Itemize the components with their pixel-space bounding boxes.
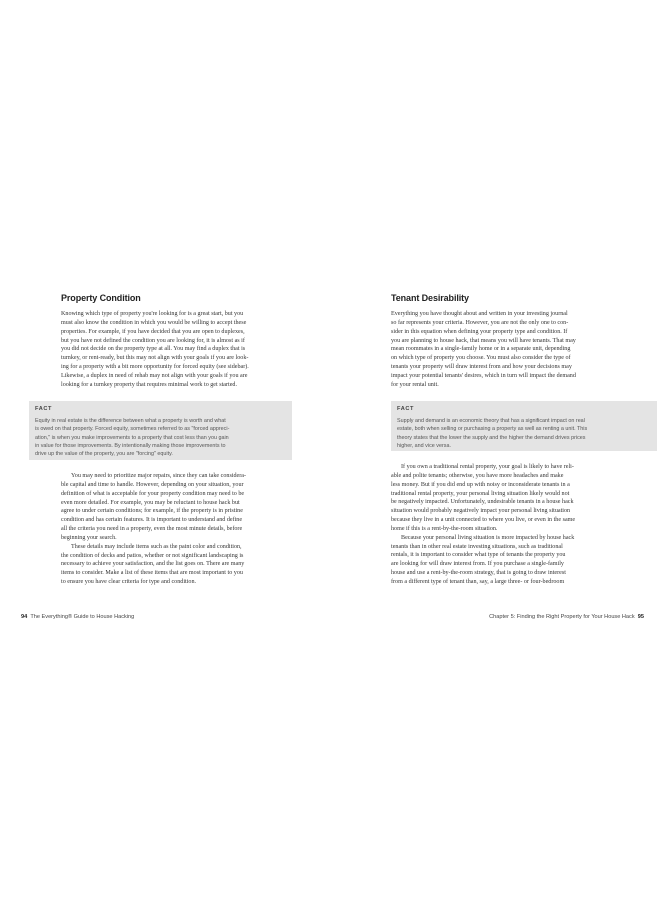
fact-line: Supply and demand is an economic theory that has a significant impact on real <box>397 418 585 424</box>
text-line: to ensure you have clear criteria for type and condition. <box>61 579 197 586</box>
fact-line: higher, and vice versa. <box>397 442 451 449</box>
text-line: Likewise, a duplex in need of rehab may not align with your goals if you are <box>61 372 248 379</box>
left-intro-paragraph <box>61 310 249 390</box>
text-line: able and polite tenants; otherwise, you have more headaches and make <box>391 472 564 479</box>
text-line: so far represents your criteria. However, you are not the only one to con- <box>391 319 569 326</box>
text-line: You may need to prioritize major repairs, since they can take considera- <box>71 473 247 479</box>
fact-line: is owed on that property. Forced equity, sometimes referred to as "forced appreci- <box>35 426 230 433</box>
text-line: rentals, it is important to consider what type of tenants the property you <box>391 552 566 559</box>
text-line: house and use a rent-by-the-room strategy, that is going to draw interest <box>391 570 566 577</box>
fact-label: FACT <box>35 406 53 412</box>
text-line: on which type of property you choose. You must also consider the type of <box>391 355 571 362</box>
text-line: ble capital and time to handle. However, depending on your situation, your <box>61 481 244 488</box>
right-intro-paragraph <box>391 310 576 390</box>
text-line: agree to under certain conditions; for example, if the property is in pristine <box>61 508 243 515</box>
chapter-title: Chapter 5: Finding the Right Property for Your House Hack <box>489 614 635 620</box>
text-line: you did not decide on the property type at all. You may find a duplex that is <box>61 346 246 353</box>
text-line: beginning your search. <box>61 534 117 541</box>
fact-label: FACT <box>397 406 415 412</box>
book-title: The Everything® Guide to House Hacking <box>30 614 135 620</box>
text-line: definition of what is acceptable for your property condition may need to be <box>61 490 245 497</box>
text-line: situation would probably negatively impact your personal living situation <box>391 508 571 515</box>
text-line: less money. But if you did end up with noisy or inconsiderate tenants in a <box>391 481 570 488</box>
text-line: tenants than in other real estate investing situations, such as traditional <box>391 543 563 550</box>
text-line: you are planning to house hack, that means you will have tenants. That may <box>391 337 576 344</box>
text-line: These details may include items such as the paint color and condition, <box>71 543 242 550</box>
text-line: turnkey, or rent-ready, but this may not align with your goals if you are look- <box>61 355 249 362</box>
text-line: the condition of decks and patios, whether or not significant landscaping is <box>61 552 244 559</box>
text-line: even more detailed. For example, you may be reluctant to house hack but <box>61 499 240 506</box>
fact-line: estate, both when selling or purchasing a property as well as renting a unit. This <box>397 426 588 433</box>
text-line: If you own a traditional rental property, your goal is likely to have reli- <box>401 464 574 470</box>
text-line: be negatively impacted. Unfortunately, undesirable tenants in a house hack <box>391 499 574 506</box>
left-footer <box>21 614 134 620</box>
left-heading: Property Condition <box>61 293 141 303</box>
fact-line: Equity in real estate is the difference between what a property is worth and what <box>35 418 226 424</box>
text-line: impact your potential tenants' desires, which in turn will impact the demand <box>391 372 576 379</box>
fact-line: drive up the value of the property, you are "forcing" equity. <box>35 451 173 458</box>
text-line: because they live in a unit connected to where you live, or even in the same <box>391 517 576 524</box>
fact-text <box>397 417 587 450</box>
text-line: Everything you have thought about and written in your investing journal <box>391 311 568 317</box>
text-line: properties. For example, if you have decided that you are open to duplexes, <box>61 328 245 335</box>
text-line: from a different type of tenant than, say, a large three- or four-bedroom <box>391 578 565 585</box>
text-line: condition and has certain features. It is important to understand and define <box>61 517 243 524</box>
text-line: Knowing which type of property you're looking for is a great start, but you <box>61 311 244 317</box>
fact-line: theory states that the lower the supply and the higher the demand drives prices <box>397 434 586 441</box>
fact-text <box>35 417 229 458</box>
text-line: sider in this equation when defining your property type and condition. If <box>391 328 568 335</box>
text-line: Because your personal living situation is more impacted by house hack <box>401 534 575 541</box>
text-line: must also know the condition in which you would be willing to accept these <box>61 319 247 326</box>
right-heading: Tenant Desirability <box>391 293 469 303</box>
page-number: 95 <box>637 614 644 620</box>
text-line: ing for a property with a bit more opportunity for forced equity (see sidebar). <box>61 364 249 371</box>
fact-line: ation," is when you make improvements to a property that cost less than you gain <box>35 434 229 441</box>
right-footer <box>489 614 644 620</box>
right-body-paragraph <box>391 463 575 587</box>
text-line: traditional rental property, your personal living situation likely would not <box>391 490 570 497</box>
text-line: mean roommates in a single-family home or in a separate unit, depending <box>391 346 571 353</box>
left-fact-box <box>29 401 292 460</box>
text-line: necessary to achieve your satisfaction, and the list goes on. There are many <box>61 561 245 568</box>
left-body-paragraph <box>61 472 246 587</box>
text-line: tenants your property will draw interest from and how your decisions may <box>391 364 572 371</box>
text-line: but you have not defined the condition you are looking for, it is almost as if <box>61 337 245 344</box>
fact-line: in value for those improvements. By intentionally making those improvements to <box>35 442 226 449</box>
right-fact-box <box>391 401 657 451</box>
text-line: all the criteria you need in a property, even the most minute details, before <box>61 526 243 533</box>
text-line: home if this is a rent-by-the-room situation. <box>391 525 498 532</box>
text-line: for your rental unit. <box>391 381 439 388</box>
text-line: items to consider. Make a list of these items that are most important to you <box>61 570 243 577</box>
text-line: looking for a turnkey property that requires minimal work to get started. <box>61 381 237 388</box>
text-line: are looking for will draw interest from. If you purchase a single-family <box>391 561 564 568</box>
page-number: 94 <box>21 614 28 620</box>
